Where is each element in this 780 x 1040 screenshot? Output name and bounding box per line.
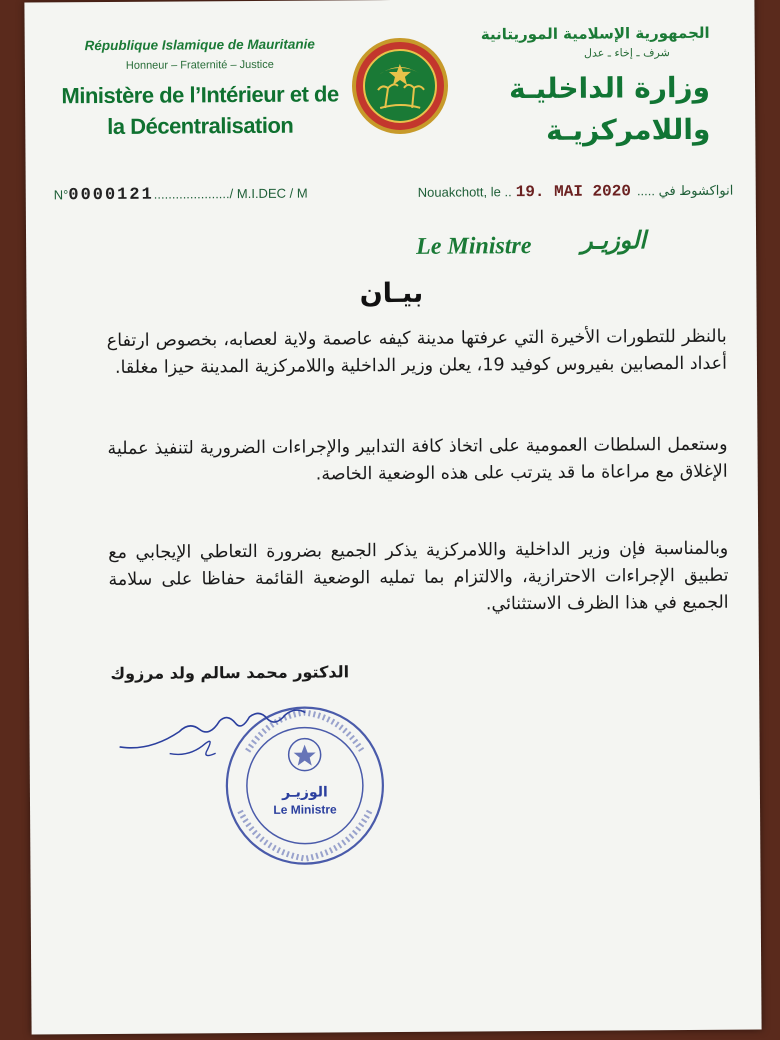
ref-suffix: M.I.DEC / M [236, 185, 308, 202]
ref-prefix: N° [53, 187, 69, 203]
paragraph-1: بالنظر للتطورات الأخيرة التي عرفتها مدينة كيفه عاصمة ولاية لعصابه، بخصوص ارتفاع أعداد المصابين بفيروس كوفيد 19، يعلن وزير الداخلية واللامركزية المدينة حيزا مغلقا. [106, 326, 728, 378]
fr-ministry-line2: la Décentralisation [107, 112, 294, 139]
date-label-ar: انواكشوط في ..... [636, 182, 734, 199]
date-stamp: 19. MAI 2020 [515, 182, 631, 202]
stamp-fr-title: Le Ministre [273, 802, 337, 817]
date-label-fr: Nouakchott, le .. [417, 184, 512, 200]
fr-republic-name: République Islamique de Mauritanie [84, 36, 315, 54]
stamp-ar-title: الوزيـر [282, 784, 328, 801]
ministry-stamp [219, 700, 390, 871]
paragraph-2: وستعمل السلطات العمومية على اتخاذ كافة التدابير والإجراءات الضرورية لتنفيذ عملية الإغلاق مع مراعاة ما قد يترتب على هذه الوضعية الخاصة. [107, 434, 728, 485]
ar-ministry-name [460, 67, 711, 153]
al-wazir-heading: الوزيـر [580, 226, 647, 255]
le-ministre-heading: Le Ministre [416, 233, 532, 260]
ar-ministry-line2: واللامركزيـة [545, 112, 711, 147]
fr-ministry-line1: Ministère de l’Intérieur et de [61, 81, 339, 109]
national-seal-icon [350, 36, 451, 137]
ar-republic-name: الجمهورية الإسلامية الموريتانية [480, 23, 710, 44]
paragraph-3: وبالمناسبة فإن وزير الداخلية واللامركزية يذكر الجميع بضرورة التعاطي الإيجابي مع تطبيق الإجراءات الاحترازية، والالتزام بما تمليه الوضعية القائمة حفاظا على سلامة الجميع في هذا الظرف الاستثنائي. [108, 538, 729, 615]
ar-motto: شرف ـ إخاء ـ عدل [583, 46, 670, 60]
date-line [418, 182, 734, 202]
ref-dots: ...................../ [153, 186, 234, 202]
french-letterhead [55, 36, 346, 142]
document-page [24, 0, 761, 1035]
fr-ministry-name [55, 78, 345, 142]
arabic-letterhead [460, 24, 711, 153]
signatory-name: الدكتور محمد سالم ولد مرزوك [110, 662, 350, 683]
document-title: بيـان [359, 277, 424, 310]
reference-number [54, 185, 308, 206]
ref-number: 0000121 [68, 185, 154, 206]
fr-motto: Honneur – Fraternité – Justice [125, 58, 274, 72]
ar-ministry-line1: وزارة الداخليـة [508, 70, 711, 106]
